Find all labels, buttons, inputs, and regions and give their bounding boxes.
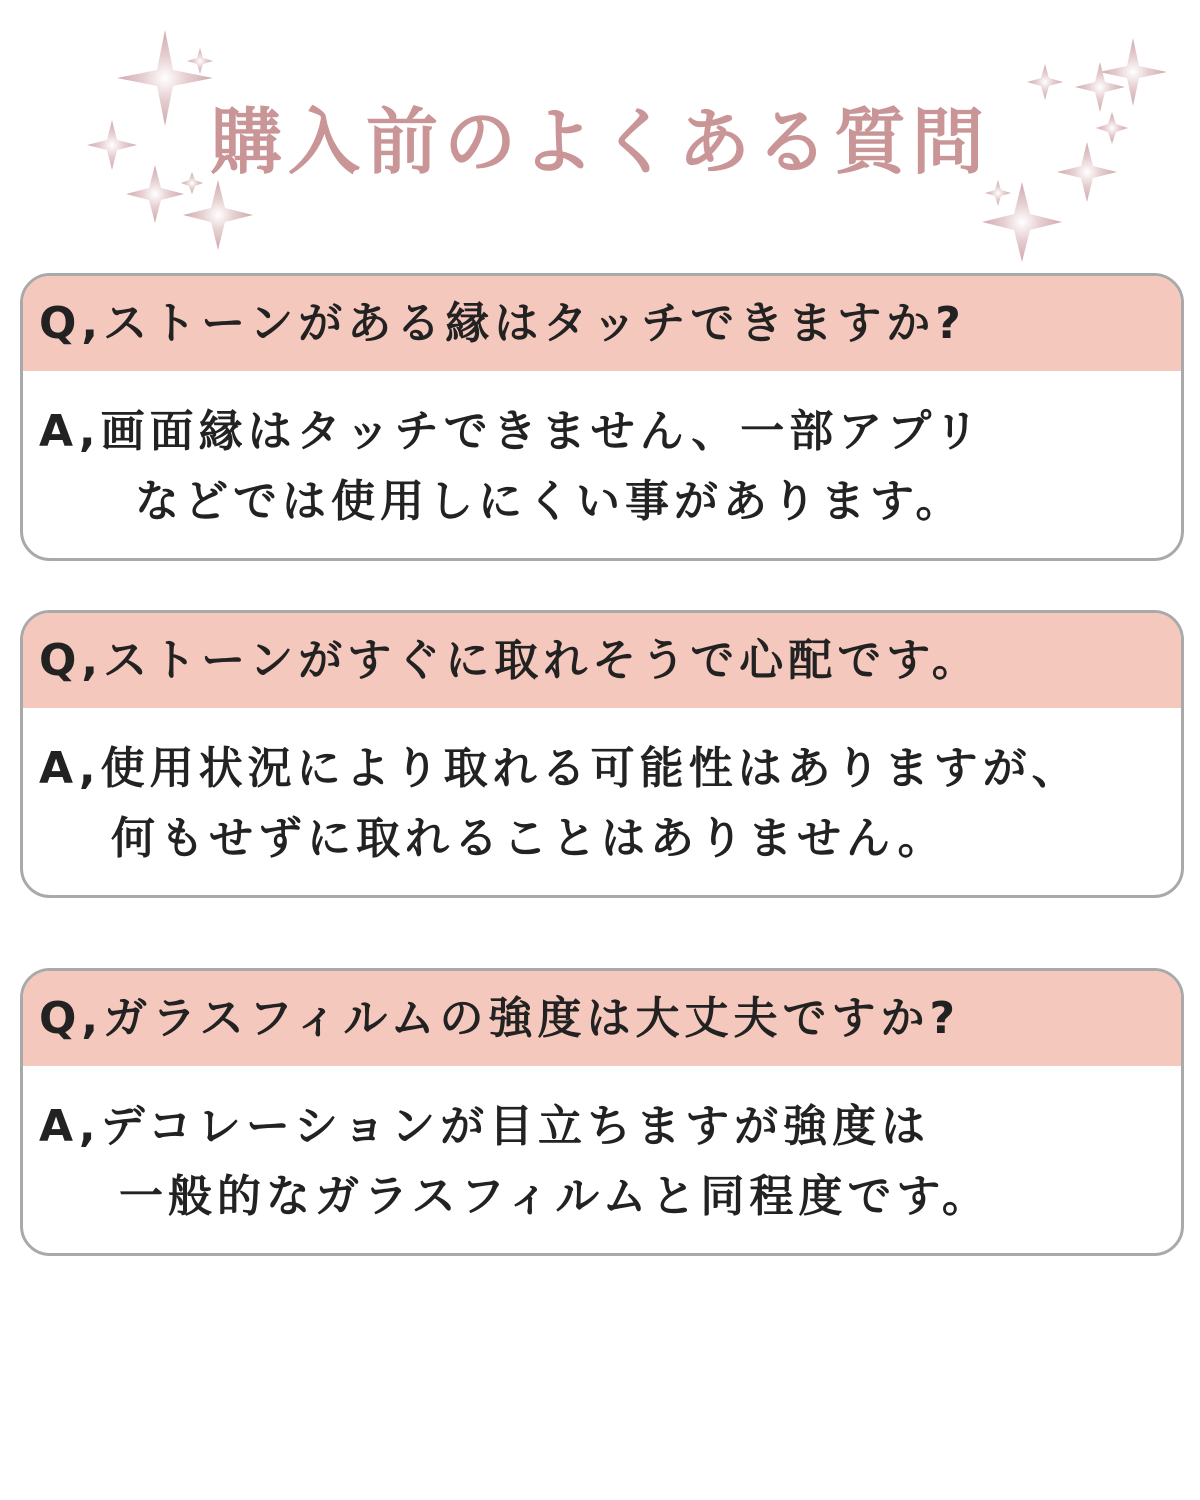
faq-item bbox=[20, 273, 1184, 561]
page-title: 購入前のよくある質問 bbox=[209, 100, 990, 184]
sparkle-icon bbox=[187, 48, 213, 74]
question-band bbox=[23, 276, 1181, 371]
question-band bbox=[23, 613, 1181, 708]
question-text: Q,ストーンがある縁はタッチできますか? bbox=[39, 297, 966, 349]
answer-line: A,デコレーションが目立ちますが強度は bbox=[39, 1101, 931, 1152]
answer-line: などでは使用しにくい事があります。 bbox=[135, 476, 965, 527]
question-text: Q,ストーンがすぐに取れそうで心配です。 bbox=[39, 634, 981, 686]
answer-body bbox=[23, 1066, 1181, 1232]
answer-line: 一般的なガラスフィルムと同程度です。 bbox=[119, 1171, 991, 1222]
faq-item bbox=[20, 968, 1184, 1256]
faq-item bbox=[20, 610, 1184, 898]
question-band bbox=[23, 971, 1181, 1066]
question-text: Q,ガラスフィルムの強度は大丈夫ですか? bbox=[39, 992, 961, 1044]
answer-line: A,使用状況により取れる可能性はありますが、 bbox=[39, 743, 1081, 794]
answer-body bbox=[23, 371, 1181, 537]
answer-body bbox=[23, 708, 1181, 874]
answer-line: 何もせずに取れることはありません。 bbox=[111, 813, 947, 864]
answer-line: A,画面縁はタッチできません、一部アプリ bbox=[39, 406, 984, 457]
